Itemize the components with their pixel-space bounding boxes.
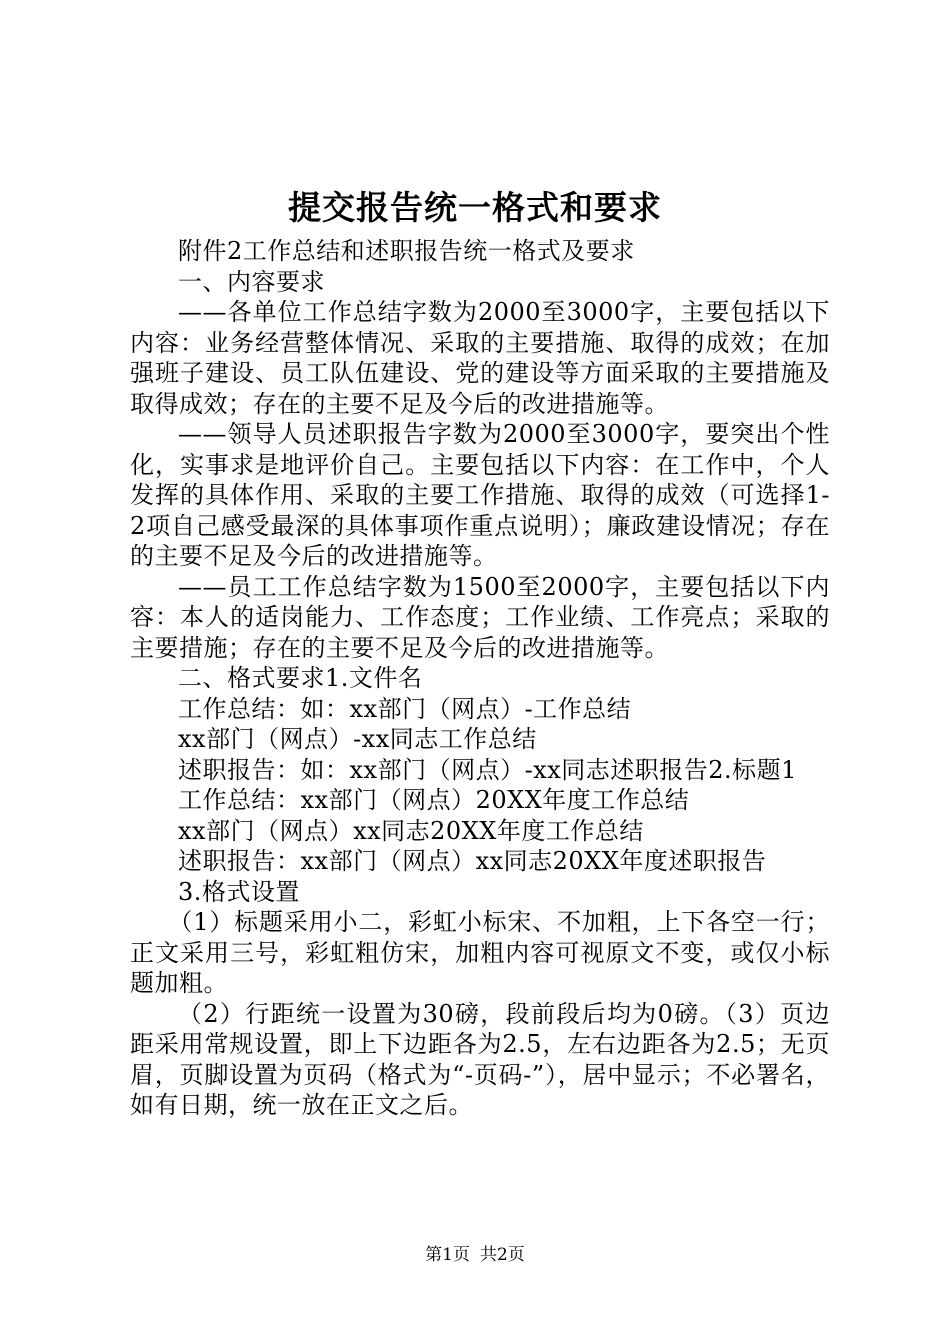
filename-example-2: xx部门（网点）-xx同志工作总结	[178, 725, 537, 753]
page-number: 第1页	[425, 1245, 470, 1265]
format-rule-1: （1）标题采用小二，彩虹小标宋、不加粗，上下各空一行；正文采用三号，彩虹粗仿宋，加粗内容可视原文不变，或仅小标题加粗。	[130, 908, 830, 997]
filename-example-1: 工作总结：如：xx部门（网点）-工作总结	[178, 694, 632, 723]
page-footer	[0, 1244, 950, 1266]
section-heading-format: 二、格式要求1.文件名	[178, 664, 423, 692]
section-heading-content: 一、内容要求	[178, 267, 325, 296]
format-rule-2-3: （2）行距统一设置为30磅，段前段后均为0磅。（3）页边距采用常规设置，即上下边距各为2.5，左右边距各为2.5；无页眉，页脚设置为页码（格式为“-页码-”），居中显示；不必署名，如有日期，统一放在正文之后。	[130, 999, 830, 1119]
title-example-3: 述职报告：xx部门（网点）xx同志20XX年度述职报告	[178, 847, 767, 875]
document-title: 提交报告统一格式和要求	[288, 188, 662, 227]
filename-example-3: 述职报告：如：xx部门（网点）-xx同志述职报告2.标题1	[178, 755, 797, 784]
paragraph-leader-report: ——领导人员述职报告字数为2000至3000字，要突出个性化，实事求是地评价自己。主要包括以下内容：在工作中，个人发挥的具体作用、采取的主要工作措施、取得的成效（可选择1-2项自己感受最深的具体事项作重点说明）；廉政建设情况；存在的主要不足及今后的改进措施等。	[130, 420, 830, 570]
page-total: 共2页	[480, 1245, 525, 1265]
format-settings-heading: 3.格式设置	[178, 877, 300, 906]
document-body	[130, 236, 830, 1121]
title-example-2: xx部门（网点）xx同志20XX年度工作总结	[178, 816, 644, 845]
paragraph-unit-summary: ——各单位工作总结字数为2000至3000字，主要包括以下内容：业务经营整体情况、采取的主要措施、取得的成效；在加强班子建设、员工队伍建设、党的建设等方面采取的主要措施及取得成效；存在的主要不足及今后的改进措施等。	[130, 298, 830, 418]
attachment-heading: 附件2工作总结和述职报告统一格式及要求	[178, 237, 635, 265]
paragraph-staff-summary: ——员工工作总结字数为1500至2000字，主要包括以下内容：本人的适岗能力、工作态度；工作业绩、工作亮点；采取的主要措施；存在的主要不足及今后的改进措施等。	[130, 572, 830, 662]
title-example-1: 工作总结：xx部门（网点）20XX年度工作总结	[178, 786, 690, 814]
